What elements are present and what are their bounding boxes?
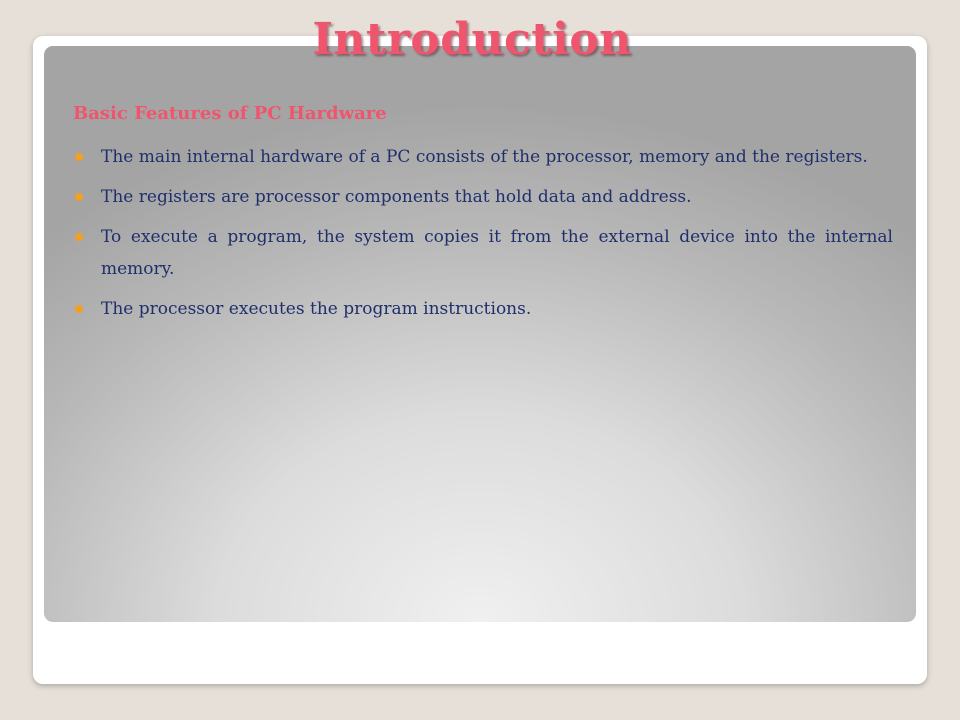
slide-subtitle: Basic Features of PC Hardware — [73, 103, 387, 124]
bullet-dot-icon — [75, 193, 83, 201]
bullet-text: The processor executes the program instructions. — [101, 299, 532, 319]
bullet-item — [73, 293, 893, 325]
bullet-dot-icon — [75, 233, 83, 241]
bullet-item — [73, 141, 893, 173]
slide-title: Introduction — [312, 14, 632, 65]
bullet-text: The main internal hardware of a PC consists of the processor, memory and the registers. — [101, 147, 868, 167]
bullet-item — [73, 181, 893, 213]
bullet-list — [73, 141, 893, 333]
bullet-dot-icon — [75, 305, 83, 313]
content-panel — [44, 46, 916, 622]
bullet-dot-icon — [75, 153, 83, 161]
bullet-text: To execute a program, the system copies it from the external device into the internal memory. — [101, 227, 893, 279]
bullet-text: The registers are processor components that hold data and address. — [101, 187, 692, 207]
bullet-item — [73, 221, 893, 285]
slide-card — [33, 36, 927, 684]
